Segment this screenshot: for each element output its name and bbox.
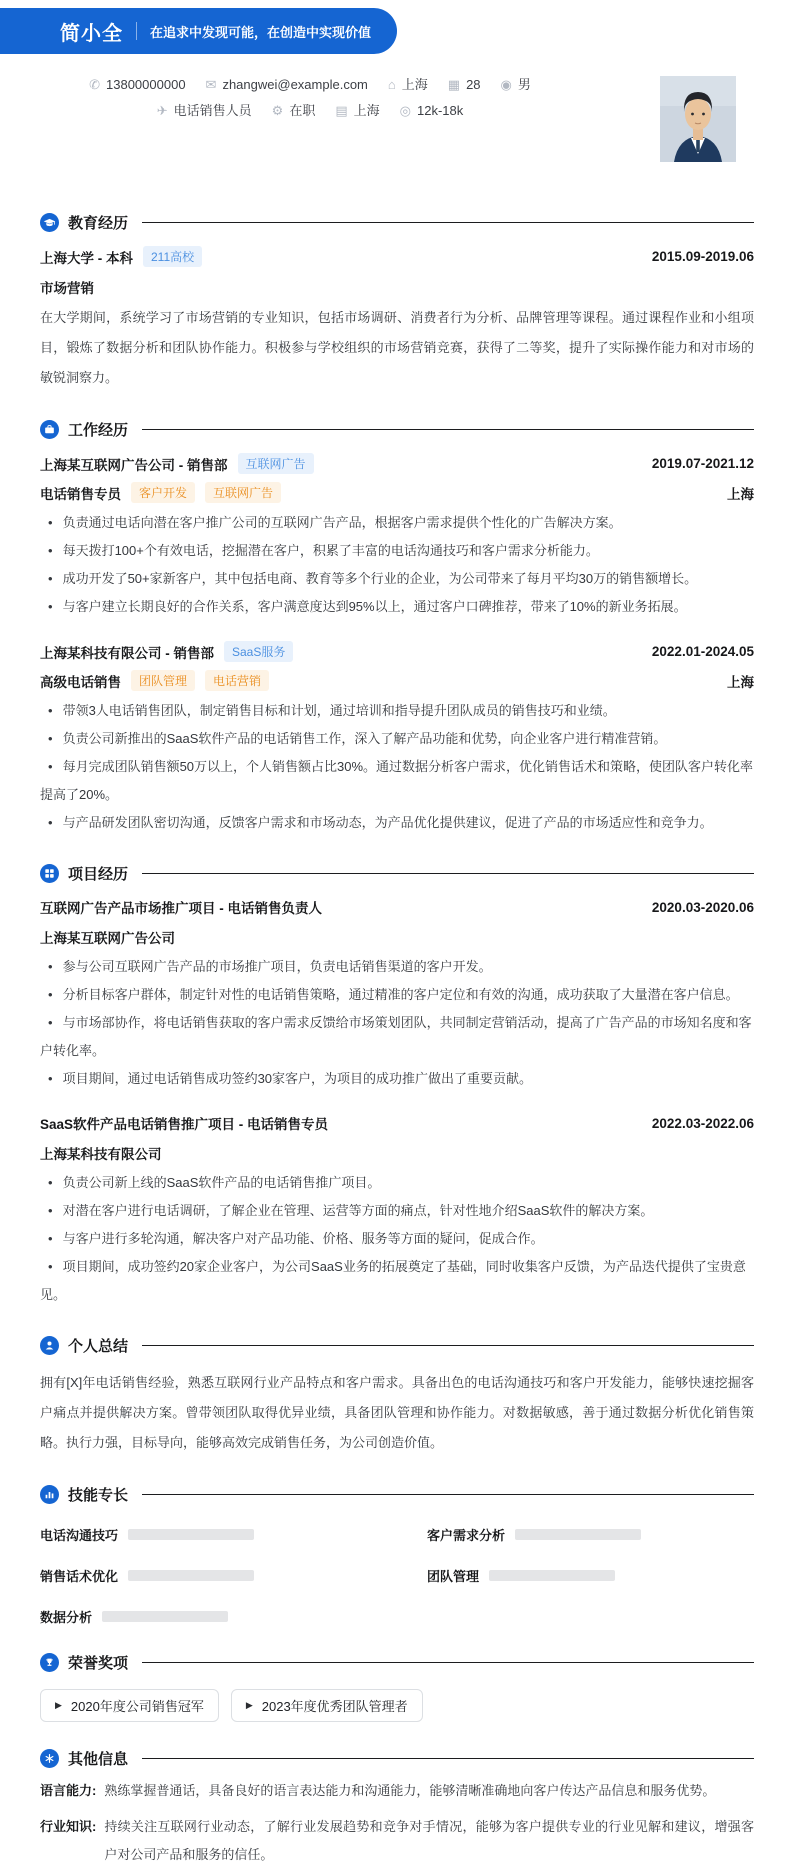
phone-icon: ✆: [89, 77, 101, 92]
project-date: 2020.03-2020.06: [651, 899, 754, 915]
bullet-text: 带领3人电话销售团队，制定销售目标和计划，通过培训和指导提升团队成员的销售技巧和业绩。: [62, 703, 616, 718]
bullet-item: [40, 593, 754, 621]
section-title: 技能专长: [68, 1487, 129, 1504]
bullet-item: [40, 981, 754, 1009]
contact-info: [0, 74, 620, 122]
section-title: 荣誉奖项: [68, 1655, 129, 1672]
other-label: 语言能力:: [40, 1783, 97, 1798]
other-label: 行业知识:: [40, 1819, 97, 1834]
summary-header: [40, 1335, 754, 1356]
city-value: 上海: [353, 103, 380, 118]
section-work: [0, 419, 794, 837]
bullet-dot: •: [48, 759, 53, 774]
other-item-industry: [40, 1813, 754, 1869]
bullet-item: [40, 725, 754, 753]
bullet-dot: •: [48, 959, 53, 974]
section-title: 工作经历: [68, 422, 129, 439]
position-value: 电话销售人员: [173, 103, 252, 118]
phone-value: 13800000000: [106, 77, 186, 92]
section-title: 其他信息: [68, 1751, 129, 1768]
salary-value: 12k-18k: [417, 103, 464, 118]
skill-label: 电话沟通技巧: [40, 1528, 119, 1543]
bullet-dot: •: [48, 815, 53, 830]
bullet-dot: •: [48, 515, 53, 530]
name-banner: [0, 8, 397, 54]
skill-bar: [489, 1570, 615, 1581]
contact-age: [448, 74, 481, 96]
work-entry-2-role-row: [40, 670, 754, 691]
bullet-dot: •: [48, 1175, 53, 1190]
bullet-item: [40, 1065, 754, 1093]
status-icon: ⚙: [271, 103, 284, 118]
role-title: 高级电话销售: [40, 674, 121, 690]
role-tag: 电话营销: [205, 670, 269, 691]
section-education: [0, 212, 794, 393]
age-value: 28: [466, 77, 481, 92]
section-rule: [142, 1345, 754, 1346]
profile-photo: [660, 76, 736, 162]
honor-badges: [40, 1689, 754, 1722]
bullet-text: 与客户进行多轮沟通，解决客户对产品功能、价格、服务等方面的疑问，促成合作。: [62, 1231, 544, 1246]
skill-label: 数据分析: [40, 1610, 93, 1625]
gender-value: 男: [517, 77, 531, 92]
play-icon: ▶: [245, 1700, 253, 1710]
bullet-dot: •: [48, 1015, 53, 1030]
section-skills: [0, 1484, 794, 1626]
candidate-name: 简小全: [60, 22, 123, 45]
bullet-item: [40, 1225, 754, 1253]
position-icon: ✈: [156, 103, 168, 118]
skills-grid: [40, 1525, 754, 1626]
honor-text: 2020年度公司销售冠军: [70, 1699, 204, 1714]
play-icon: ▶: [55, 1700, 62, 1710]
honor-badge: [231, 1689, 423, 1722]
section-rule: [142, 873, 754, 874]
bullet-text: 分析目标客户群体，制定针对性的电话销售策略，通过精准的客户定位和有效的沟通，成功获取了大量潜在客户信息。: [62, 987, 739, 1002]
contact-salary: [400, 100, 464, 122]
section-summary: [0, 1335, 794, 1458]
bullet-text: 参与公司互联网广告产品的市场推广项目，负责电话销售渠道的客户开发。: [62, 959, 492, 974]
location-icon: ⌂: [387, 77, 396, 92]
work-location: 上海: [727, 674, 754, 690]
bullet-text: 对潜在客户进行电话调研，了解企业在管理、运营等方面的痛点，针对性地介绍SaaS软件的解决方案。: [62, 1203, 654, 1218]
section-other: [0, 1748, 794, 1869]
school-name: 上海大学 - 本科: [40, 250, 133, 266]
bullet-item: [40, 809, 754, 837]
role-tag: 互联网广告: [205, 482, 281, 503]
skill-bar: [128, 1570, 254, 1581]
contact-location: [388, 74, 428, 96]
skill-item: [427, 1566, 754, 1585]
work-date: 2019.07-2021.12: [651, 456, 754, 471]
contact-row-1: [0, 74, 620, 96]
bullet-item: [40, 509, 754, 537]
bullet-dot: •: [48, 1203, 53, 1218]
bullet-text: 成功开发了50+家新客户，其中包括电商、教育等多个行业的企业，为公司带来了每月平均30万的销售额增长。: [62, 571, 698, 586]
mail-icon: ✉: [205, 77, 217, 92]
email-value: zhangwei@example.com: [222, 77, 368, 92]
bullet-item: [40, 953, 754, 981]
skill-label: 销售话术优化: [40, 1569, 119, 1584]
bar-chart-icon: [40, 1485, 59, 1504]
education-date: 2015.09-2019.06: [651, 249, 754, 264]
school-tag: 211高校: [143, 246, 202, 267]
skill-item: [40, 1525, 367, 1544]
bullet-item: [40, 1169, 754, 1197]
work-entry-1-role-row: [40, 482, 754, 503]
project-2-bullets: [40, 1169, 754, 1309]
summary-text: 拥有[X]年电话销售经验，熟悉互联网行业产品特点和客户需求。具备出色的电话沟通技巧和客户开发能力，能够快速挖掘客户痛点并提供解决方案。曾带领团队取得优异业绩，具备团队管理和协作能力。对数据敏感，善于通过数据分析优化销售策略。执行力强，目标导向，能够高效完成销售任务，为公司创造价值。: [40, 1375, 754, 1450]
work-entry-2-bullets: [40, 697, 754, 837]
trophy-icon: [40, 1653, 59, 1672]
status-value: 在职: [289, 103, 316, 118]
briefcase-icon: [40, 420, 59, 439]
skill-item: [427, 1525, 754, 1544]
company-tag: SaaS服务: [224, 641, 293, 662]
other-text: 持续关注互联网行业动态，了解行业发展趋势和竞争对手情况，能够为客户提供专业的行业见解和建议，增强客户对公司产品和服务的信任。: [104, 1819, 754, 1862]
projects-header: [40, 863, 754, 884]
graduation-cap-icon: [40, 213, 59, 232]
location-value: 上海: [401, 77, 428, 92]
age-icon: ▦: [447, 77, 461, 92]
bullet-item: [40, 565, 754, 593]
skill-label: 客户需求分析: [427, 1528, 506, 1543]
gender-icon: ◉: [500, 77, 512, 92]
bullet-dot: •: [48, 987, 53, 1002]
bullet-item: [40, 697, 754, 725]
role-title: 电话销售专员: [40, 486, 121, 502]
bullet-dot: •: [48, 543, 53, 558]
contact-email: [206, 74, 368, 96]
work-entry-1-bullets: [40, 509, 754, 621]
contact-phone: [89, 74, 185, 96]
skill-item: [40, 1566, 367, 1585]
bullet-text: 负责公司新推出的SaaS软件产品的电话销售工作，深入了解产品功能和优势，向企业客户进行精准营销。: [62, 731, 667, 746]
company-tag: 互联网广告: [238, 453, 314, 474]
bullet-text: 与市场部协作，将电话销售获取的客户需求反馈给市场策划团队，共同制定营销活动，提高了广告产品的市场知名度和客户转化率。: [40, 1015, 752, 1058]
bullet-item: [40, 753, 754, 809]
person-icon: [40, 1336, 59, 1355]
section-title: 教育经历: [68, 215, 129, 232]
bullet-text: 与产品研发团队密切沟通，反馈客户需求和市场动态，为产品优化提供建议，促进了产品的市场适应性和竞争力。: [62, 815, 713, 830]
company-name: 上海某科技有限公司 - 销售部: [40, 645, 214, 661]
bullet-dot: •: [48, 599, 53, 614]
section-rule: [142, 429, 754, 430]
contact-status: [272, 100, 316, 122]
section-rule: [142, 1494, 754, 1495]
company-name: 上海某互联网广告公司 - 销售部: [40, 457, 228, 473]
bullet-text: 每天拨打100+个有效电话，挖掘潜在客户，积累了丰富的电话沟通技巧和客户需求分析能力。: [62, 543, 599, 558]
section-title: 个人总结: [68, 1338, 129, 1355]
work-location: 上海: [727, 486, 754, 502]
work-date: 2022.01-2024.05: [651, 644, 754, 659]
section-rule: [142, 1758, 754, 1759]
work-entry-1-company-row: [40, 453, 754, 474]
bullet-text: 负责公司新上线的SaaS软件产品的电话销售推广项目。: [62, 1175, 381, 1190]
honor-text: 2023年度优秀团队管理者: [261, 1699, 408, 1714]
project-1-bullets: [40, 953, 754, 1093]
candidate-tagline: 在追求中发现可能，在创造中实现价值: [150, 24, 372, 40]
project-2-head: [40, 1113, 754, 1133]
honor-badge: [40, 1689, 219, 1722]
bullet-text: 与客户建立长期良好的合作关系，客户满意度达到95%以上，通过客户口碑推荐，带来了10%的新业务拓展。: [62, 599, 687, 614]
contact-row-2: [0, 100, 620, 122]
honors-header: [40, 1652, 754, 1673]
role-tag: 客户开发: [131, 482, 195, 503]
section-rule: [142, 222, 754, 223]
bullet-text: 每月完成团队销售额50万以上，个人销售额占比30%。通过数据分析客户需求，优化销售话术和策略，使团队客户转化率提高了20%。: [40, 759, 754, 802]
city-icon: ▤: [335, 103, 348, 118]
work-entry-2-company-row: [40, 641, 754, 662]
bullet-item: [40, 1197, 754, 1225]
project-date: 2022.03-2022.06: [651, 1115, 754, 1131]
bullet-item: [40, 537, 754, 565]
skill-bar: [128, 1529, 254, 1540]
skill-label: 团队管理: [427, 1569, 480, 1584]
header: [0, 54, 794, 186]
education-header: [40, 212, 754, 233]
major: 市场营销: [40, 281, 94, 296]
bullet-dot: •: [48, 703, 53, 718]
other-text: 熟练掌握普通话，具备良好的语言表达能力和沟通能力，能够清晰准确地向客户传达产品信息和服务优势。: [104, 1783, 716, 1798]
other-header: [40, 1748, 754, 1769]
bullet-text: 项目期间，通过电话销售成功签约30家客户，为项目的成功推广做出了重要贡献。: [62, 1071, 533, 1086]
other-item-language: [40, 1777, 754, 1805]
section-rule: [142, 1662, 754, 1663]
asterisk-icon: [40, 1749, 59, 1768]
education-description: 在大学期间，系统学习了市场营销的专业知识，包括市场调研、消费者行为分析、品牌管理等课程。通过课程作业和小组项目，锻炼了数据分析和团队协作能力。积极参与学校组织的市场营销竞赛，获得了二等奖，提升了实际操作能力和对市场的敏锐洞察力。: [40, 310, 754, 385]
skills-header: [40, 1484, 754, 1505]
contact-city: [335, 100, 379, 122]
bullet-item: [40, 1009, 754, 1065]
bullet-dot: •: [48, 1231, 53, 1246]
role-tag: 团队管理: [131, 670, 195, 691]
project-company: 上海某互联网广告公司: [40, 931, 175, 946]
contact-gender: [501, 74, 531, 96]
skill-bar: [102, 1611, 228, 1622]
banner-divider: [136, 22, 137, 40]
bullet-text: 项目期间，成功签约20家企业客户，为公司SaaS业务的拓展奠定了基础，同时收集客户反馈，为产品迭代提供了宝贵意见。: [40, 1259, 746, 1302]
bullet-dot: •: [48, 1259, 53, 1274]
education-entry-head: [40, 246, 754, 267]
project-company: 上海某科技有限公司: [40, 1147, 162, 1162]
bullet-dot: •: [48, 1071, 53, 1086]
section-honors: [0, 1652, 794, 1722]
section-title: 项目经历: [68, 866, 129, 883]
contact-position: [157, 100, 252, 122]
work-header: [40, 419, 754, 440]
salary-icon: ◎: [399, 103, 411, 118]
bullet-dot: •: [48, 571, 53, 586]
project-1-head: [40, 897, 754, 917]
bullet-text: 负责通过电话向潜在客户推广公司的互联网广告产品，根据客户需求提供个性化的广告解决方案。: [62, 515, 622, 530]
skill-item: [40, 1607, 367, 1626]
project-name: 互联网广告产品市场推广项目 - 电话销售负责人: [40, 901, 322, 916]
bullet-dot: •: [48, 731, 53, 746]
grid-icon: [40, 864, 59, 883]
section-projects: [0, 863, 794, 1309]
project-name: SaaS软件产品电话销售推广项目 - 电话销售专员: [40, 1117, 329, 1132]
bullet-item: [40, 1253, 754, 1309]
skill-bar: [515, 1529, 641, 1540]
